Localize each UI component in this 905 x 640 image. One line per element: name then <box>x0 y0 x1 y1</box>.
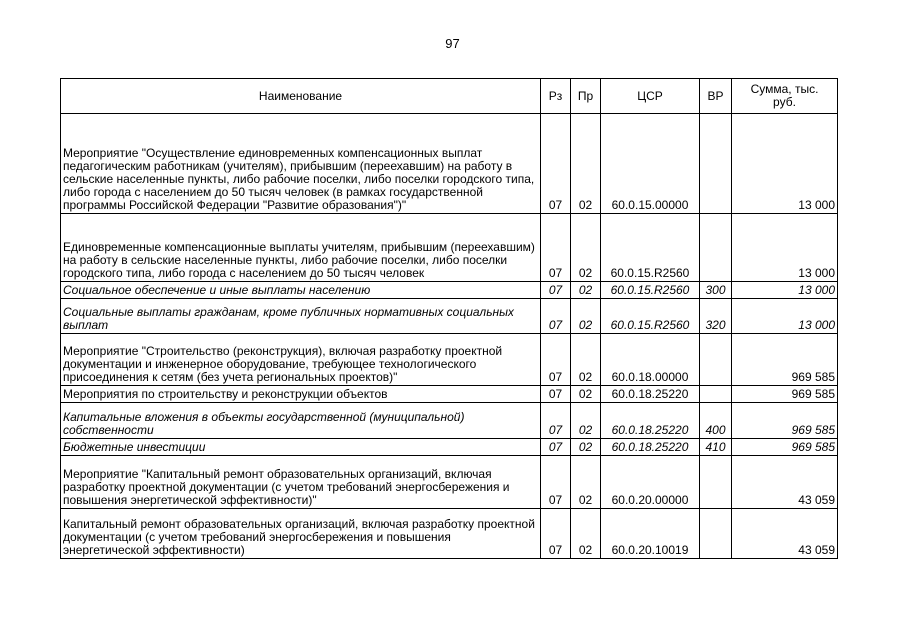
table-row <box>61 214 838 282</box>
row-name: Мероприятие "Строительство (реконструкция), включая разработку проектной документации и инженерное оборудование, требующее технологического присоединения к сетям (без учета региональных проектов)" <box>61 334 541 386</box>
header-name: Наименование <box>61 79 541 114</box>
row-vr: 320 <box>700 299 732 334</box>
row-vr <box>700 334 732 386</box>
row-rz: 07 <box>541 214 571 282</box>
budget-table <box>60 78 838 559</box>
row-sum: 969 585 <box>732 386 838 403</box>
row-vr: 410 <box>700 439 732 456</box>
row-csr: 60.0.15.R2560 <box>601 299 700 334</box>
row-rz: 07 <box>541 282 571 299</box>
table-row <box>61 509 838 559</box>
row-name: Бюджетные инвестиции <box>61 439 541 456</box>
row-pr: 02 <box>571 114 601 214</box>
row-pr: 02 <box>571 509 601 559</box>
row-csr: 60.0.20.00000 <box>601 456 700 509</box>
row-rz: 07 <box>541 456 571 509</box>
row-sum: 969 585 <box>732 334 838 386</box>
row-rz: 07 <box>541 509 571 559</box>
table-row <box>61 282 838 299</box>
row-sum: 969 585 <box>732 439 838 456</box>
row-name: Мероприятие "Капитальный ремонт образовательных организаций, включая разработку проектной документации (с учетом требований энергосбережения и повышения энергетической эффективности)" <box>61 456 541 509</box>
row-vr <box>700 114 732 214</box>
row-vr <box>700 214 732 282</box>
row-vr: 400 <box>700 403 732 439</box>
row-pr: 02 <box>571 334 601 386</box>
table-row <box>61 114 838 214</box>
header-vr: ВР <box>700 79 732 114</box>
table-row <box>61 386 838 403</box>
page-number: 97 <box>445 36 460 51</box>
row-rz: 07 <box>541 114 571 214</box>
row-rz: 07 <box>541 334 571 386</box>
row-csr: 60.0.18.00000 <box>601 334 700 386</box>
row-sum: 13 000 <box>732 214 838 282</box>
row-csr: 60.0.18.25220 <box>601 386 700 403</box>
header-csr: ЦСР <box>601 79 700 114</box>
table-row <box>61 299 838 334</box>
row-pr: 02 <box>571 282 601 299</box>
row-csr: 60.0.18.25220 <box>601 439 700 456</box>
row-vr: 300 <box>700 282 732 299</box>
row-rz: 07 <box>541 439 571 456</box>
table-row <box>61 439 838 456</box>
header-rz: Рз <box>541 79 571 114</box>
row-name: Мероприятие "Осуществление единовременных компенсационных выплат педагогическим работникам (учителям), прибывшим (переехавшим) на работу в сельские населенные пункты, либо рабочие поселки, либо поселки городского типа, либо города с населением до 50 тысяч человек (в рамках государственной программы Российской Федерации "Развитие образования")" <box>61 114 541 214</box>
row-sum: 13 000 <box>732 114 838 214</box>
row-rz: 07 <box>541 403 571 439</box>
row-vr <box>700 456 732 509</box>
row-csr: 60.0.20.10019 <box>601 509 700 559</box>
row-sum: 43 059 <box>732 509 838 559</box>
row-name: Социальные выплаты гражданам, кроме публичных нормативных социальных выплат <box>61 299 541 334</box>
row-rz: 07 <box>541 386 571 403</box>
row-rz: 07 <box>541 299 571 334</box>
row-csr: 60.0.15.R2560 <box>601 214 700 282</box>
row-sum: 13 000 <box>732 282 838 299</box>
row-name: Мероприятия по строительству и реконструкции объектов <box>61 386 541 403</box>
table-row <box>61 403 838 439</box>
header-sum: Сумма, тыс. руб. <box>732 79 838 114</box>
row-pr: 02 <box>571 299 601 334</box>
row-vr <box>700 509 732 559</box>
table-header-row <box>61 79 838 114</box>
row-name: Капитальные вложения в объекты государственной (муниципальной) собственности <box>61 403 541 439</box>
row-name: Социальное обеспечение и иные выплаты населению <box>61 282 541 299</box>
table-row <box>61 456 838 509</box>
row-name: Капитальный ремонт образовательных организаций, включая разработку проектной документации (с учетом требований энергосбережения и повышения энергетической эффективности) <box>61 509 541 559</box>
row-pr: 02 <box>571 386 601 403</box>
header-pr: Пр <box>571 79 601 114</box>
row-csr: 60.0.18.25220 <box>601 403 700 439</box>
row-pr: 02 <box>571 456 601 509</box>
row-name: Единовременные компенсационные выплаты учителям, прибывшим (переехавшим) на работу в сельские населенные пункты, либо рабочие поселки, либо поселки городского типа, либо города с населением до 50 тысяч человек <box>61 214 541 282</box>
row-pr: 02 <box>571 214 601 282</box>
row-csr: 60.0.15.00000 <box>601 114 700 214</box>
row-vr <box>700 386 732 403</box>
row-sum: 43 059 <box>732 456 838 509</box>
table-row <box>61 334 838 386</box>
row-pr: 02 <box>571 403 601 439</box>
row-sum: 969 585 <box>732 403 838 439</box>
row-pr: 02 <box>571 439 601 456</box>
row-csr: 60.0.15.R2560 <box>601 282 700 299</box>
row-sum: 13 000 <box>732 299 838 334</box>
